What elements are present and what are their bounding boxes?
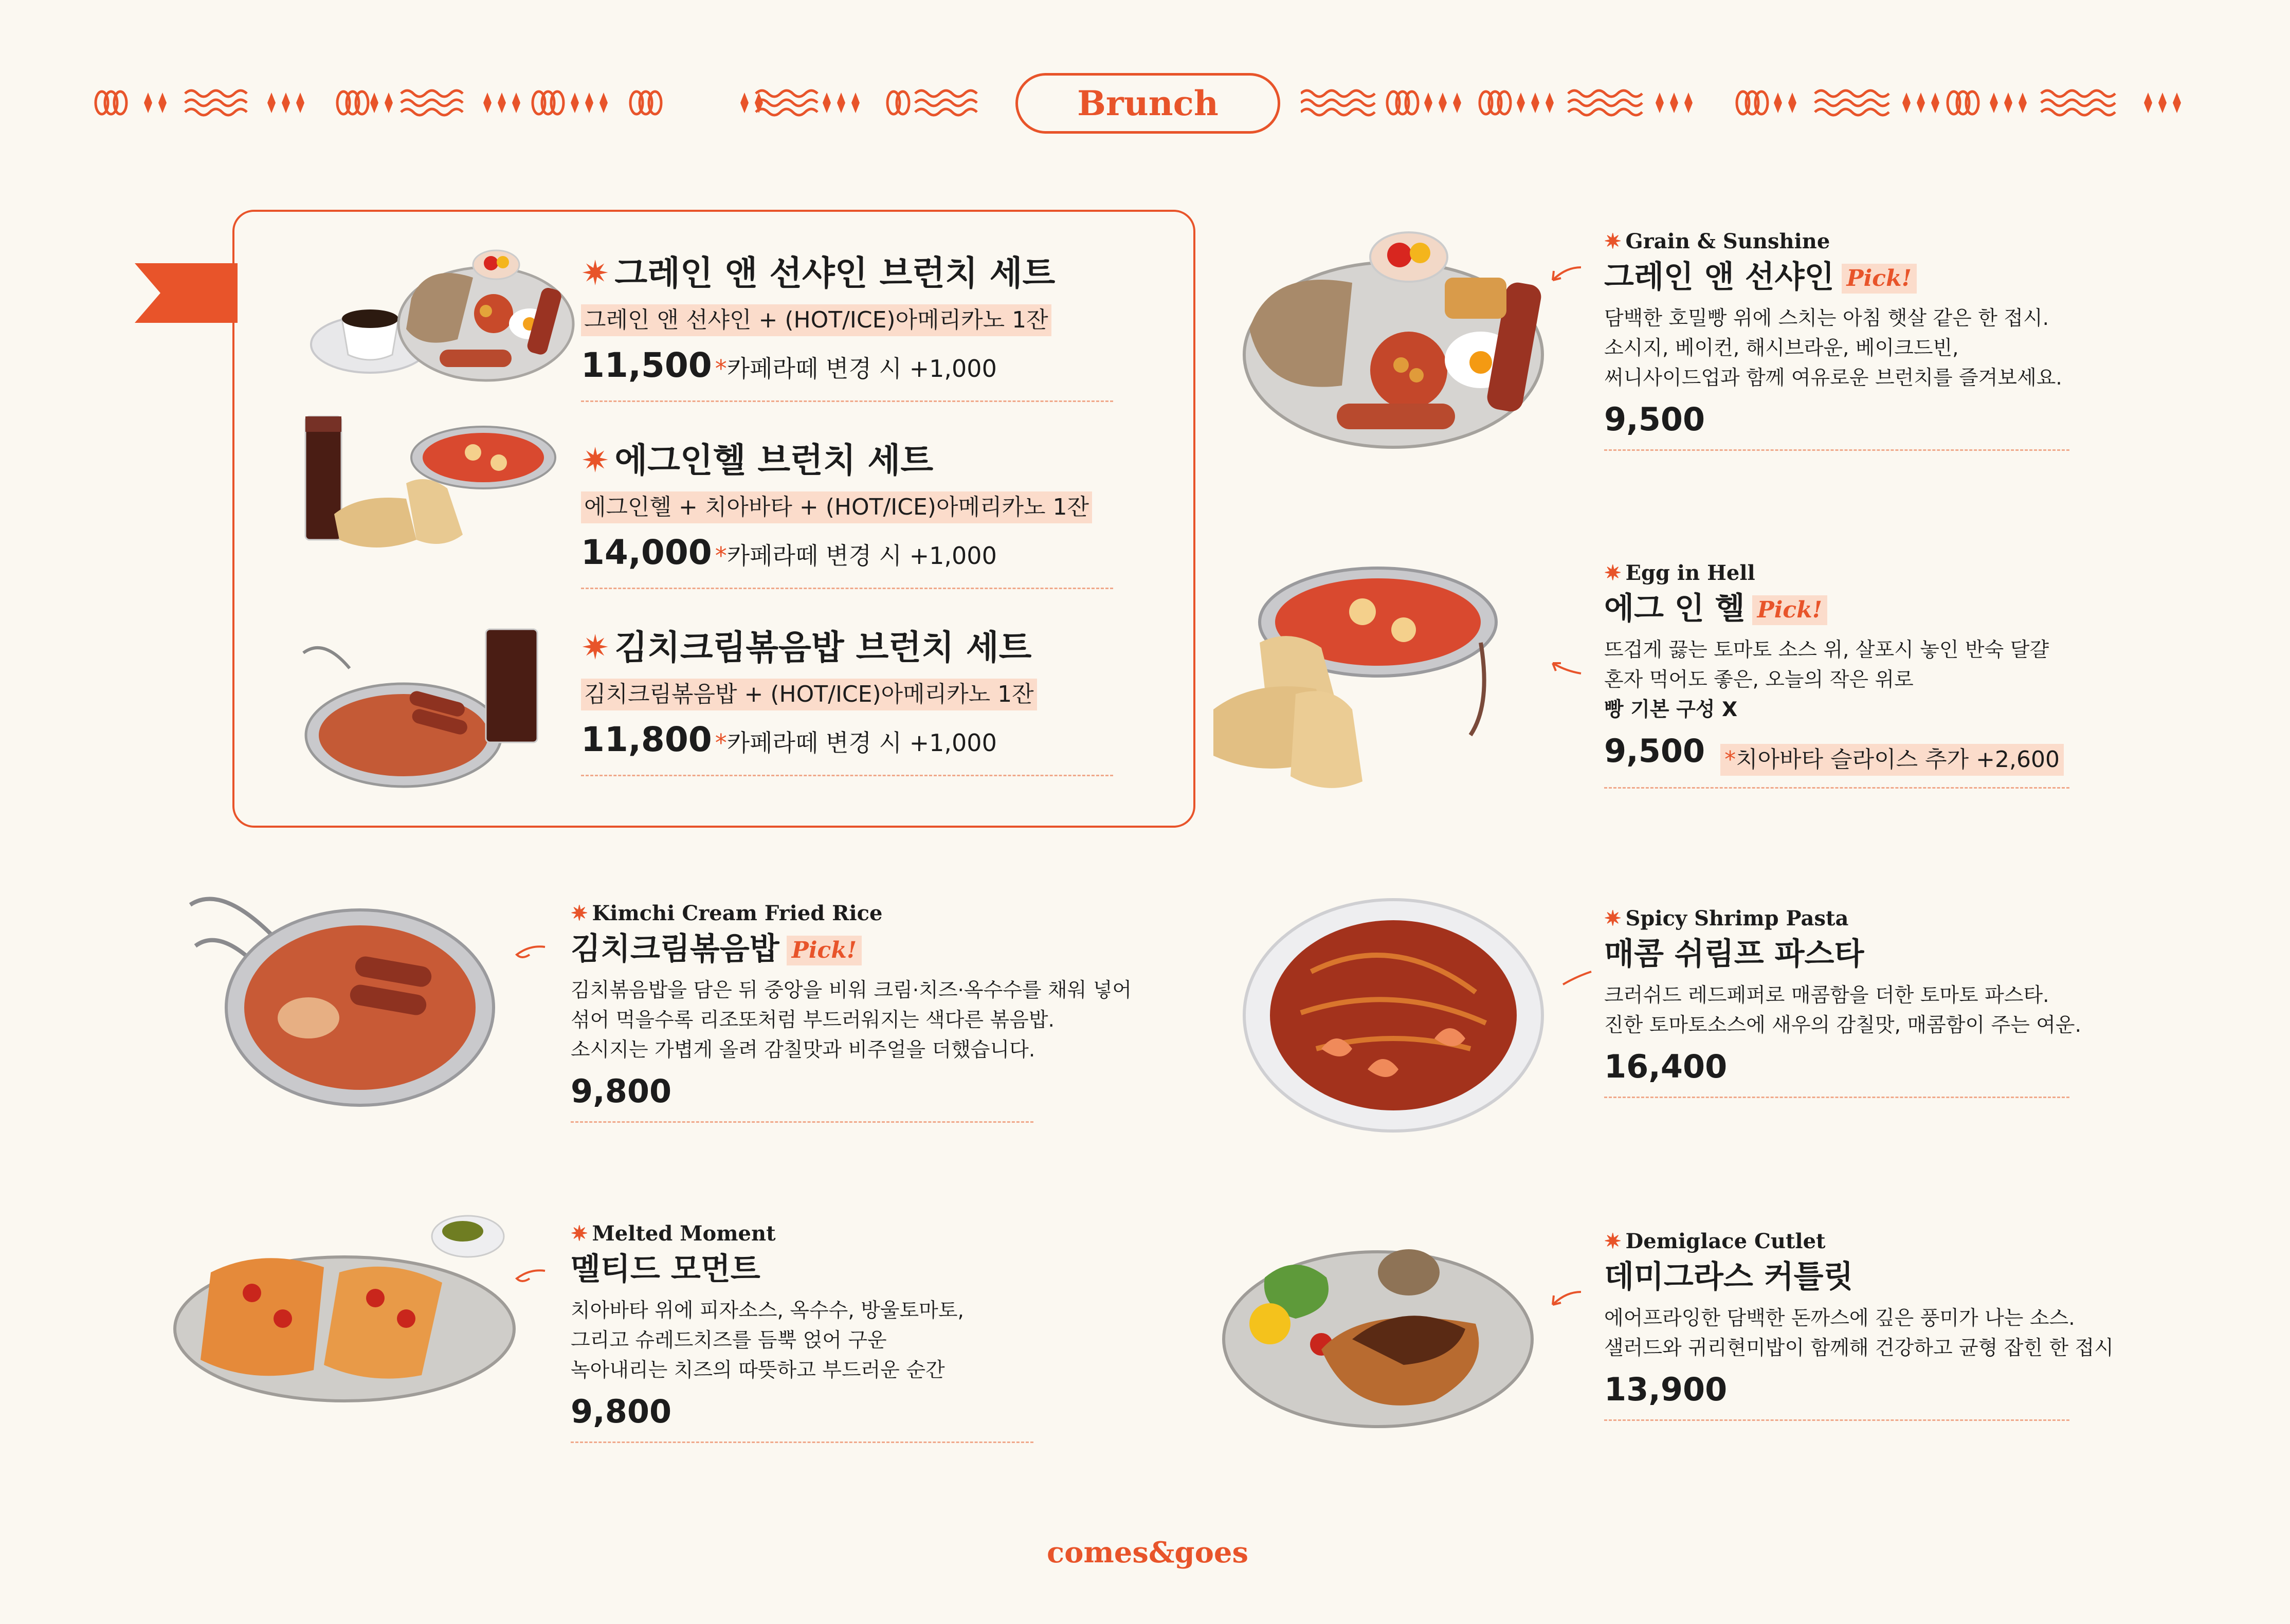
pick-badge: Pick! — [1842, 264, 1917, 294]
menu-desc: 뜨겁게 끓는 토마토 소스 위, 살포시 놓인 반숙 달걀 — [1604, 638, 2049, 662]
set-title: 에그인헬 브런치 세트 — [614, 441, 934, 480]
menu-desc: 크러쉬드 레드페퍼로 매콤함을 더한 토마토 파스타. — [1604, 984, 2049, 1007]
menu-price: 13,900 — [1604, 1371, 1728, 1408]
arrow-icon — [1548, 658, 1584, 679]
menu-price: 9,800 — [571, 1393, 672, 1430]
set-combo: 김치크림볶음밥 + (HOT/ICE)아메리카노 1잔 — [581, 679, 1037, 710]
menu-item-grain-sunshine — [1604, 229, 2069, 451]
footer-logo: comes&goes — [1047, 1536, 1249, 1570]
star-icon: ✷ — [1604, 1229, 1622, 1253]
menu-desc: 샐러드와 귀리현미밥이 함께해 건강하고 균형 잡힌 한 접시 — [1604, 1337, 2114, 1360]
egg-in-hell-image — [1208, 560, 1506, 807]
menu-desc: 써니사이드업과 함께 여유로운 브런치를 즐겨보세요. — [1604, 367, 2062, 390]
header-decoration-left — [93, 82, 1003, 123]
set-kimchi-cream — [581, 627, 1113, 776]
egg-set-image — [303, 411, 560, 555]
note-mark: * — [715, 542, 727, 570]
menu-en-name: Kimchi Cream Fried Rice — [592, 901, 883, 925]
menu-desc: 진한 토마토소스에 새우의 감칠맛, 매콤함이 주는 여운. — [1604, 1014, 2082, 1037]
menu-item-demiglace-cutlet — [1604, 1229, 2114, 1421]
header-title: Brunch — [1015, 73, 1280, 134]
menu-item-spicy-shrimp — [1604, 906, 2082, 1098]
set-title: 그레인 앤 선샤인 브런치 세트 — [614, 253, 1056, 293]
star-icon: ✷ — [1604, 229, 1622, 253]
extra-mark: * — [1724, 746, 1736, 773]
menu-price: 16,400 — [1604, 1048, 1728, 1085]
kimchi-set-image — [301, 627, 542, 797]
set-price: 14,000 — [581, 533, 712, 572]
ribbon-icon — [135, 263, 238, 323]
arrow-icon — [1548, 263, 1584, 284]
star-icon: ✷ — [571, 1221, 588, 1246]
note-mark: * — [715, 729, 727, 757]
set-note: 카페라떼 변경 시 +1,000 — [726, 542, 997, 570]
menu-en-name: Spicy Shrimp Pasta — [1625, 906, 1849, 930]
set-grain-sunshine — [581, 253, 1113, 402]
menu-en-name: Melted Moment — [592, 1221, 776, 1246]
header-decoration-right — [1301, 82, 2201, 123]
melted-moment-image — [170, 1206, 519, 1406]
menu-desc: 에어프라잉한 담백한 돈까스에 깊은 풍미가 나는 소스. — [1604, 1307, 2075, 1330]
star-icon: ✷ — [581, 441, 610, 480]
arrow-icon — [1548, 1288, 1584, 1308]
menu-price: 9,500 — [1604, 732, 1705, 770]
set-note: 카페라떼 변경 시 +1,000 — [726, 355, 997, 382]
menu-desc: 섞어 먹을수록 리조또처럼 부드러워지는 색다른 볶음밥. — [571, 1009, 1055, 1032]
menu-kr-name: 김치크림볶음밥 — [571, 931, 779, 967]
set-egg-in-hell — [581, 440, 1113, 589]
note-mark: * — [715, 355, 727, 382]
kimchi-cream-fried-rice-image — [180, 884, 499, 1110]
grain-sunshine-image — [1239, 226, 1548, 452]
arrow-icon — [512, 941, 548, 961]
demiglace-cutlet-image — [1219, 1236, 1537, 1432]
menu-en-name: Grain & Sunshine — [1625, 229, 1830, 253]
star-icon: ✷ — [1604, 561, 1622, 585]
menu-item-kimchi-cream — [571, 901, 1132, 1123]
menu-kr-name: 멜티드 모먼트 — [571, 1251, 760, 1287]
menu-item-melted-moment — [571, 1221, 1033, 1443]
arrow-icon — [512, 1265, 548, 1285]
menu-desc: 소시지, 베이컨, 해시브라운, 베이크드빈, — [1604, 337, 1959, 360]
star-icon: ✷ — [571, 901, 588, 925]
menu-desc: 소시지는 가볍게 올려 감칠맛과 비주얼을 더했습니다. — [571, 1038, 1035, 1062]
set-title: 김치크림볶음밥 브런치 세트 — [614, 628, 1032, 667]
menu-desc: 치아바타 위에 피자소스, 옥수수, 방울토마토, — [571, 1299, 964, 1322]
menu-desc: 김치볶음밥을 담은 뒤 중앙을 비워 크림·치즈·옥수수를 채워 넣어 — [571, 979, 1132, 1002]
set-note: 카페라떼 변경 시 +1,000 — [726, 729, 997, 757]
pick-badge: Pick! — [787, 936, 862, 965]
set-price: 11,800 — [581, 720, 712, 759]
menu-desc: 담백한 호밀빵 위에 스치는 아침 햇살 같은 한 접시. — [1604, 307, 2049, 330]
star-icon: ✷ — [581, 253, 610, 293]
menu-en-name: Demiglace Cutlet — [1625, 1229, 1826, 1253]
menu-kr-name: 그레인 앤 선샤인 — [1604, 259, 1834, 295]
spicy-shrimp-pasta-image — [1239, 895, 1548, 1136]
extra-option — [1720, 744, 2064, 776]
menu-desc: 녹아내리는 치즈의 따뜻하고 부드러운 순간 — [571, 1359, 945, 1382]
menu-kr-name: 데미그라스 커틀릿 — [1604, 1259, 1853, 1295]
arrow-icon — [1558, 966, 1594, 987]
menu-desc-bold: 빵 기본 구성 X — [1604, 698, 1738, 721]
set-combo: 에그인헬 + 치아바타 + (HOT/ICE)아메리카노 1잔 — [581, 491, 1092, 523]
menu-kr-name: 에그 인 헬 — [1604, 591, 1745, 627]
menu-en-name: Egg in Hell — [1625, 561, 1755, 585]
extra-text: 치아바타 슬라이스 추가 +2,600 — [1736, 746, 2060, 773]
menu-kr-name: 매콤 쉬림프 파스타 — [1604, 936, 1864, 972]
set-combo: 그레인 앤 선샤인 + (HOT/ICE)아메리카노 1잔 — [581, 304, 1051, 336]
menu-desc: 그리고 슈레드치즈를 듬뿍 얹어 구운 — [571, 1329, 887, 1352]
set-price: 11,500 — [581, 345, 712, 385]
star-icon: ✷ — [581, 628, 610, 667]
pick-badge: Pick! — [1752, 595, 1827, 625]
star-icon: ✷ — [1604, 906, 1622, 930]
menu-price: 9,800 — [571, 1072, 672, 1110]
grain-set-image — [308, 242, 576, 391]
menu-desc: 혼자 먹어도 좋은, 오늘의 작은 위로 — [1604, 668, 1914, 691]
menu-item-egg-in-hell — [1604, 560, 2069, 789]
menu-price: 9,500 — [1604, 400, 1705, 438]
